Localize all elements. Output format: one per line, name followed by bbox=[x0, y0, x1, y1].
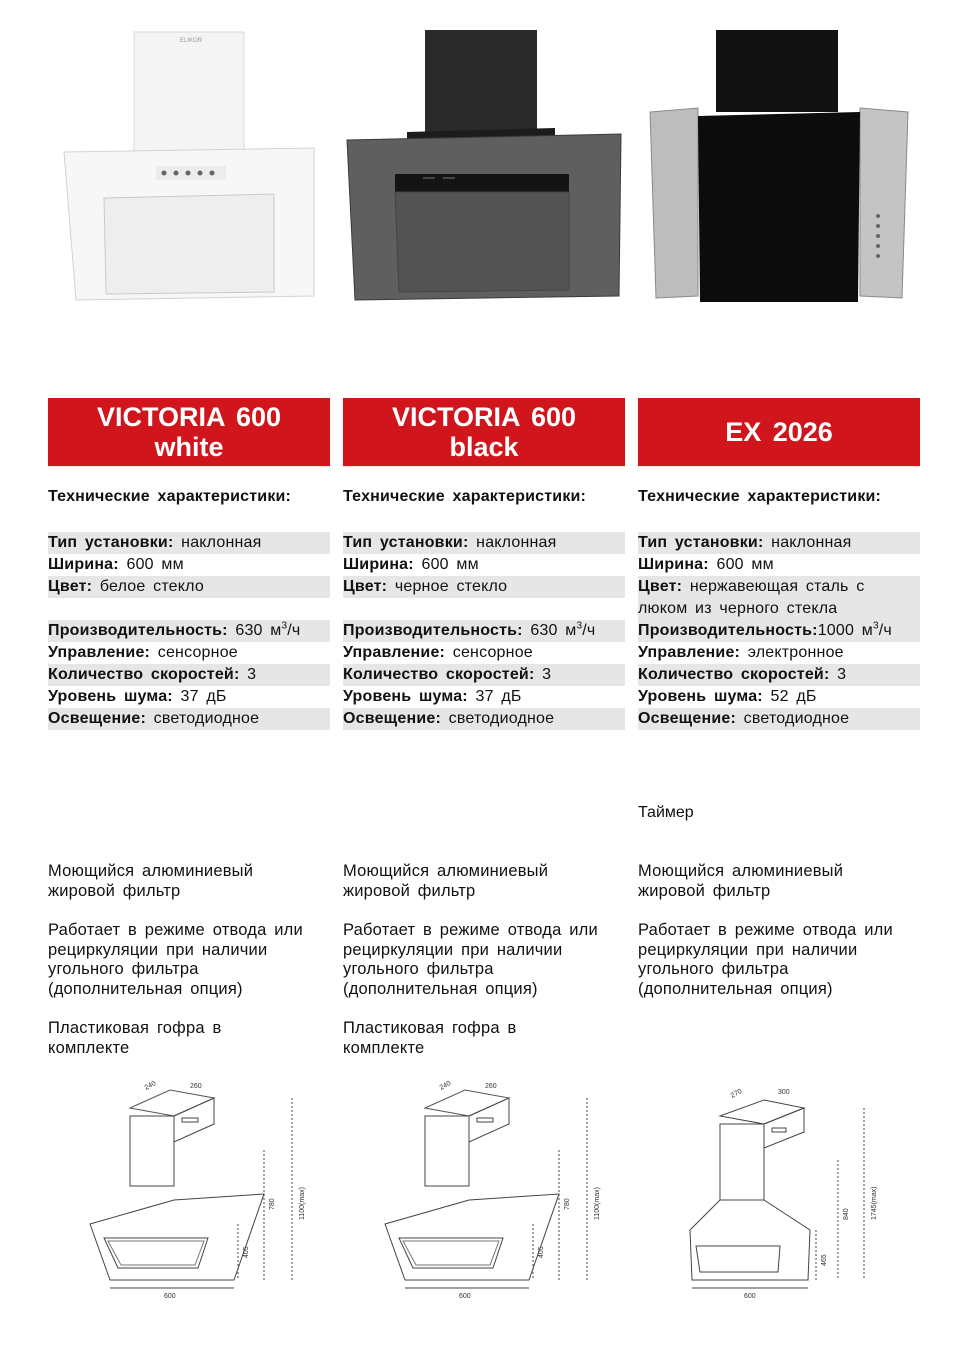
dim-label: 840 bbox=[843, 1208, 850, 1220]
dim-label: 240 bbox=[438, 1080, 453, 1092]
feature-item: Моющийся алюминиевый жировой фильтр bbox=[48, 862, 254, 900]
feature-item: Работает в режиме отвода или рециркуляции при наличии угольного фильтра (дополнительная опция) bbox=[638, 921, 893, 998]
feature-item: Пластиковая гофра в комплекте bbox=[343, 1019, 517, 1057]
spec-row-light: Освещение: светодиодное bbox=[343, 708, 625, 730]
feature-list bbox=[48, 862, 310, 1078]
product-title-banner bbox=[638, 398, 920, 466]
spec-row-control: Управление: сенсорное bbox=[343, 644, 533, 661]
product-column-ex-2026 bbox=[638, 0, 920, 1361]
spec-row-mount: Тип установки: наклонная bbox=[48, 532, 330, 554]
dim-label: 600 bbox=[164, 1293, 176, 1300]
dim-label: 240 bbox=[143, 1080, 158, 1092]
spec-row-mount: Тип установки: наклонная bbox=[343, 532, 625, 554]
spec-heading: Технические характеристики: bbox=[638, 488, 882, 505]
product-title-banner bbox=[343, 398, 625, 466]
spec-row-control: Управление: электронное bbox=[638, 644, 844, 661]
feature-item: Моющийся алюминиевый жировой фильтр bbox=[638, 862, 844, 900]
dim-label: 405 bbox=[243, 1246, 250, 1258]
dimension-drawing-icon bbox=[373, 1080, 613, 1300]
spec-heading: Технические характеристики: bbox=[48, 488, 292, 505]
dim-label: 780 bbox=[564, 1198, 571, 1210]
product-title-line2: black bbox=[449, 432, 519, 462]
feature-item: Моющийся алюминиевый жировой фильтр bbox=[343, 862, 549, 900]
spec-row-noise: Уровень шума: 37 дБ bbox=[48, 688, 227, 705]
spec-row-color: Цвет: белое стекло bbox=[48, 576, 330, 598]
product-title-line2: white bbox=[154, 432, 224, 462]
spec-row-noise: Уровень шума: 52 дБ bbox=[638, 688, 817, 705]
spec-row-color: Цвет: нержавеющая сталь с люком из черного стекла bbox=[638, 576, 920, 620]
spec-row-blank bbox=[48, 598, 330, 620]
dimension-drawing-icon bbox=[668, 1080, 908, 1300]
spec-row-capacity: Производительность: 630 $м^3/ч$ bbox=[48, 620, 330, 642]
dim-label: 1100(max) bbox=[594, 1187, 601, 1220]
spec-list bbox=[343, 532, 625, 730]
spec-row-light: Освещение: светодиодное bbox=[638, 708, 920, 730]
spec-row-speeds: Количество скоростей: 3 bbox=[343, 664, 625, 686]
dim-label: 300 bbox=[778, 1089, 790, 1096]
spec-list bbox=[48, 532, 330, 730]
dim-label: 465 bbox=[821, 1254, 828, 1266]
spec-row-width: Ширина: 600 мм bbox=[638, 556, 774, 573]
dim-label: 405 bbox=[538, 1246, 545, 1258]
product-title-line1: EX 2026 bbox=[725, 417, 833, 447]
hood-steel-black-icon bbox=[638, 28, 920, 318]
spec-row-control: Управление: сенсорное bbox=[48, 644, 238, 661]
timer-feature: Таймер bbox=[638, 804, 694, 821]
spec-row-light: Освещение: светодиодное bbox=[48, 708, 330, 730]
spec-heading: Технические характеристики: bbox=[343, 488, 587, 505]
spec-row-speeds: Количество скоростей: 3 bbox=[638, 664, 920, 686]
spec-row-width: Ширина: 600 мм bbox=[48, 556, 184, 573]
product-title-line1: VICTORIA 600 bbox=[391, 402, 577, 432]
spec-row-capacity: Производительность:1000 $м^3/ч$ bbox=[638, 620, 920, 642]
hood-black-glass-icon bbox=[343, 28, 625, 318]
product-column-victoria-white bbox=[48, 0, 330, 1361]
spec-row-noise: Уровень шума: 37 дБ bbox=[343, 688, 522, 705]
product-title-line1: VICTORIA 600 bbox=[96, 402, 282, 432]
dim-label: 260 bbox=[485, 1083, 497, 1090]
feature-list bbox=[343, 862, 605, 1078]
spec-row-mount: Тип установки: наклонная bbox=[638, 532, 920, 554]
spec-row-color: Цвет: черное стекло bbox=[343, 576, 625, 598]
feature-list bbox=[638, 862, 900, 1019]
hood-white-glass-icon bbox=[48, 28, 330, 318]
svg-text:ELIKOR: ELIKOR bbox=[179, 38, 203, 44]
product-title-banner bbox=[48, 398, 330, 466]
spec-row-speeds: Количество скоростей: 3 bbox=[48, 664, 330, 686]
feature-item: Работает в режиме отвода или рециркуляции при наличии угольного фильтра (дополнительная опция) bbox=[48, 921, 303, 998]
dim-label: 260 bbox=[190, 1083, 202, 1090]
feature-item: Пластиковая гофра в комплекте bbox=[48, 1019, 222, 1057]
dim-label: 780 bbox=[269, 1198, 276, 1210]
spec-row-width: Ширина: 600 мм bbox=[343, 556, 479, 573]
dim-label: 600 bbox=[459, 1293, 471, 1300]
spec-row-capacity: Производительность: 630 $м^3/ч$ bbox=[343, 620, 625, 642]
feature-item: Работает в режиме отвода или рециркуляции при наличии угольного фильтра (дополнительная опция) bbox=[343, 921, 598, 998]
dimension-drawing-icon bbox=[78, 1080, 318, 1300]
spec-row-blank bbox=[343, 598, 625, 620]
dim-label: 1100(max) bbox=[299, 1187, 306, 1220]
spec-list bbox=[638, 532, 920, 730]
dim-label: 270 bbox=[729, 1088, 744, 1100]
dim-label: 600 bbox=[744, 1293, 756, 1300]
dim-label: 1745(max) bbox=[871, 1186, 878, 1220]
product-column-victoria-black bbox=[343, 0, 625, 1361]
